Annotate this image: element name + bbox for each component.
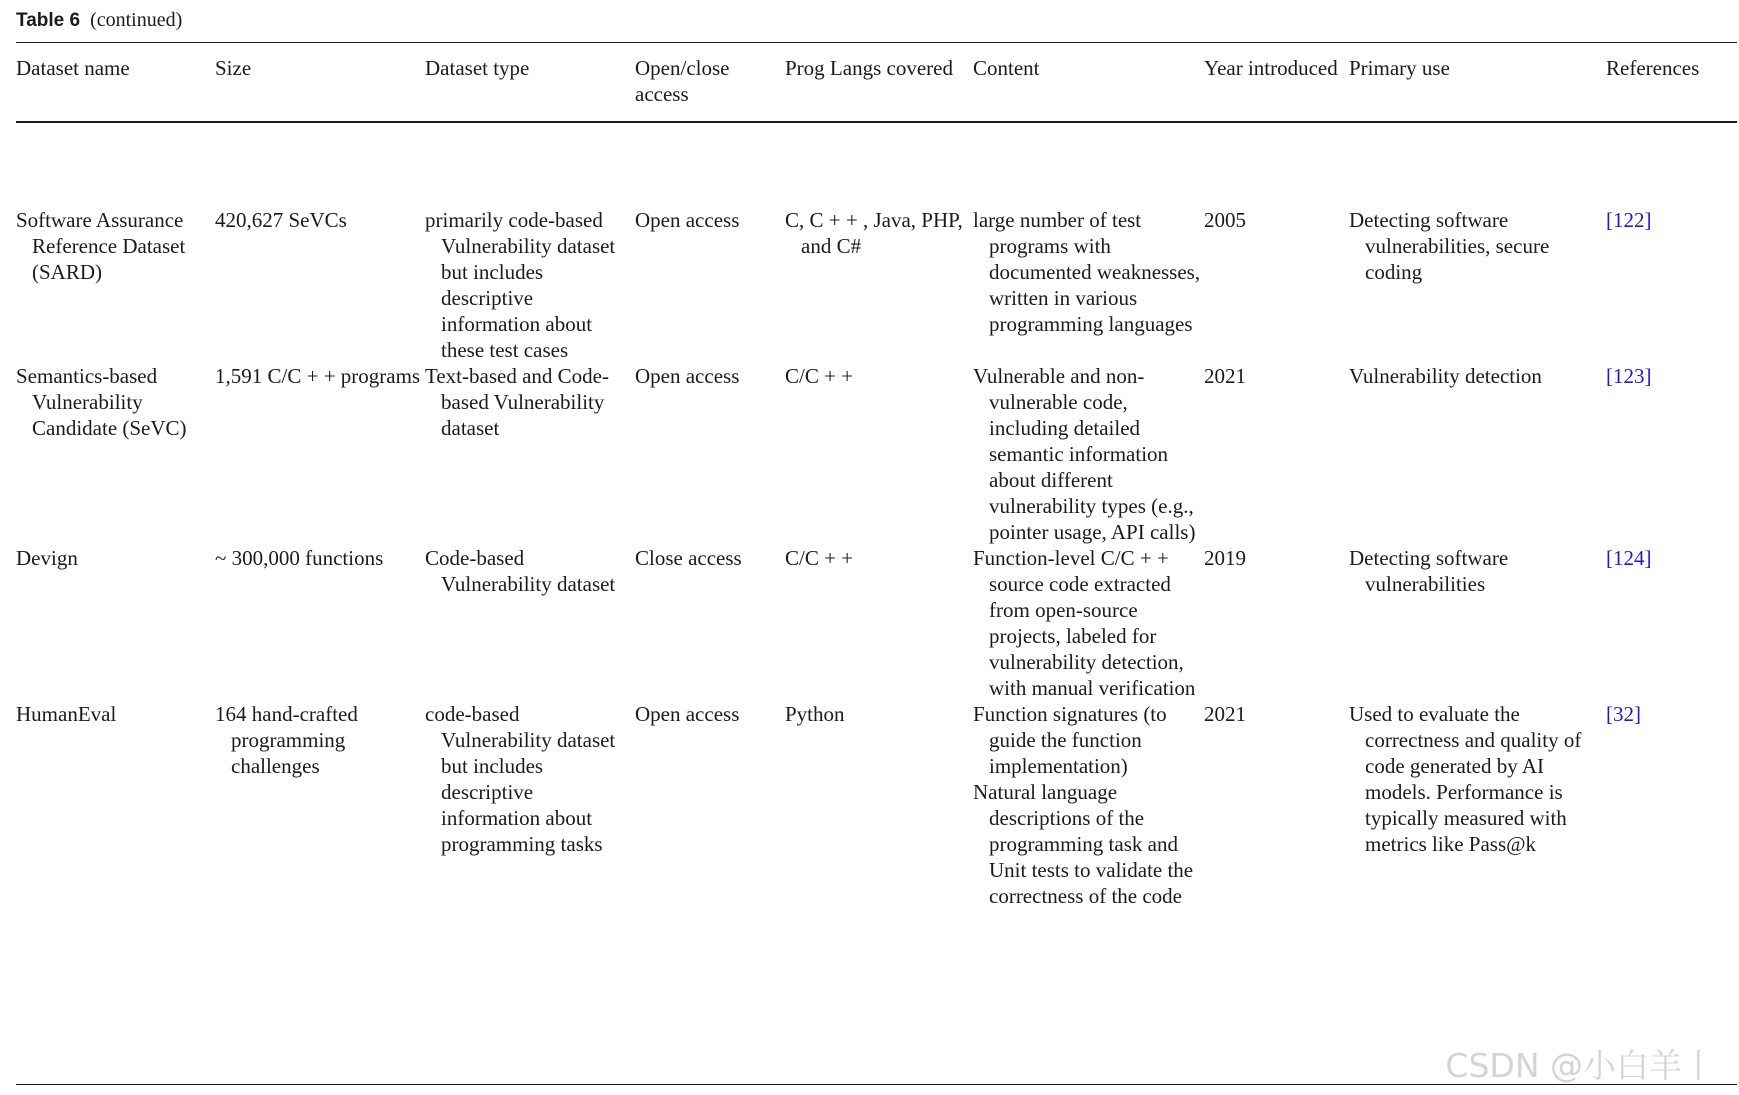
top-rule <box>16 42 1737 43</box>
dataset-type-cell: Code-based Vulnerability dataset <box>425 546 616 596</box>
dataset-type-cell: code-based Vulnerability dataset but includes descriptive information about programming tasks <box>425 702 616 856</box>
year-cell: 2021 <box>1204 364 1246 388</box>
reference-link[interactable]: [124] <box>1606 546 1652 570</box>
column-header: Dataset type <box>425 56 530 80</box>
access-cell: Open access <box>635 364 740 388</box>
size-cell: ~ 300,000 functions <box>215 546 384 570</box>
size-cell: 1,591 C/C + + programs <box>215 364 421 388</box>
column-header: Size <box>215 56 252 80</box>
content-paragraph: Function-level C/C + + source code extracted from open-source projects, labeled for vulnerability detection, with manual verification <box>973 546 1196 700</box>
reference-number: 122 <box>1613 208 1645 232</box>
content-cell <box>973 545 1204 701</box>
size-cell: 164 hand-crafted programming challenges <box>215 702 358 778</box>
primary-use-cell: Vulnerability detection <box>1349 364 1542 388</box>
column-header: References <box>1606 56 1700 80</box>
reference-cell <box>1606 701 1737 909</box>
prog-langs-cell: Python <box>785 702 845 726</box>
table-row <box>16 121 1737 363</box>
year-cell: 2021 <box>1204 702 1246 726</box>
prog-langs-cell: C/C + + <box>785 364 854 388</box>
content-paragraph: Natural language descriptions of the programming task and Unit tests to validate the correctness of the code <box>973 780 1194 908</box>
table-row <box>16 545 1737 701</box>
year-cell: 2005 <box>1204 208 1246 232</box>
content-cell <box>973 701 1204 909</box>
dataset-type-cell: primarily code-based Vulnerability dataset but includes descriptive information about these test cases <box>425 208 616 362</box>
reference-link[interactable]: [123] <box>1606 364 1652 388</box>
watermark: CSDN @小白羊丨 <box>1445 1046 1715 1085</box>
table-label: Table 6 <box>16 10 81 31</box>
primary-use-cell: Detecting software vulnerabilities, secure coding <box>1349 208 1550 284</box>
reference-number: 32 <box>1613 702 1634 726</box>
access-cell: Open access <box>635 702 740 726</box>
reference-number: 124 <box>1613 546 1645 570</box>
column-header: Content <box>973 56 1040 80</box>
content-cell <box>973 121 1204 363</box>
content-cell <box>973 363 1204 545</box>
column-header: Open/close access <box>635 56 730 106</box>
content-paragraph: Function signatures (to guide the function implementation) <box>973 702 1167 778</box>
size-cell: 420,627 SeVCs <box>215 208 347 232</box>
dataset-name-cell: Semantics-based Vulnerability Candidate (SeVC) <box>16 364 187 440</box>
column-header: Prog Langs covered <box>785 56 953 80</box>
column-header: Dataset name <box>16 56 130 80</box>
table-row <box>16 701 1737 909</box>
reference-number: 123 <box>1613 364 1645 388</box>
primary-use-cell: Detecting software vulnerabilities <box>1349 546 1509 596</box>
year-cell: 2019 <box>1204 546 1246 570</box>
dataset-name-cell: Software Assurance Reference Dataset (SARD) <box>16 208 186 284</box>
reference-cell <box>1606 363 1737 545</box>
prog-langs-cell: C/C + + <box>785 546 854 570</box>
dataset-type-cell: Text-based and Code-based Vulnerability dataset <box>425 364 609 440</box>
reference-link[interactable]: [32] <box>1606 702 1641 726</box>
reference-link[interactable]: [122] <box>1606 208 1652 232</box>
primary-use-cell: Used to evaluate the correctness and quality of code generated by AI models. Performance is typically measured with metrics like Pass@k <box>1349 702 1582 856</box>
access-cell: Close access <box>635 546 742 570</box>
prog-langs-cell: C, C + + , Java, PHP, and C# <box>785 208 963 258</box>
content-paragraph: large number of test programs with documented weaknesses, written in various programming languages <box>973 208 1201 336</box>
header-row <box>16 55 1737 121</box>
datasets-table <box>16 55 1737 909</box>
access-cell: Open access <box>635 208 740 232</box>
table-row <box>16 363 1737 545</box>
column-header: Year introduced <box>1204 56 1338 80</box>
reference-cell <box>1606 545 1737 701</box>
table-caption-note: (continued) <box>90 9 183 31</box>
content-paragraph: Vulnerable and non-vulnerable code, including detailed semantic information about different vulnerability types (e.g., pointer usage, API calls) <box>973 364 1196 544</box>
dataset-name-cell: Devign <box>16 546 78 570</box>
table-caption <box>16 7 182 34</box>
column-header: Primary use <box>1349 56 1450 80</box>
dataset-name-cell: HumanEval <box>16 702 117 726</box>
reference-cell <box>1606 121 1737 363</box>
